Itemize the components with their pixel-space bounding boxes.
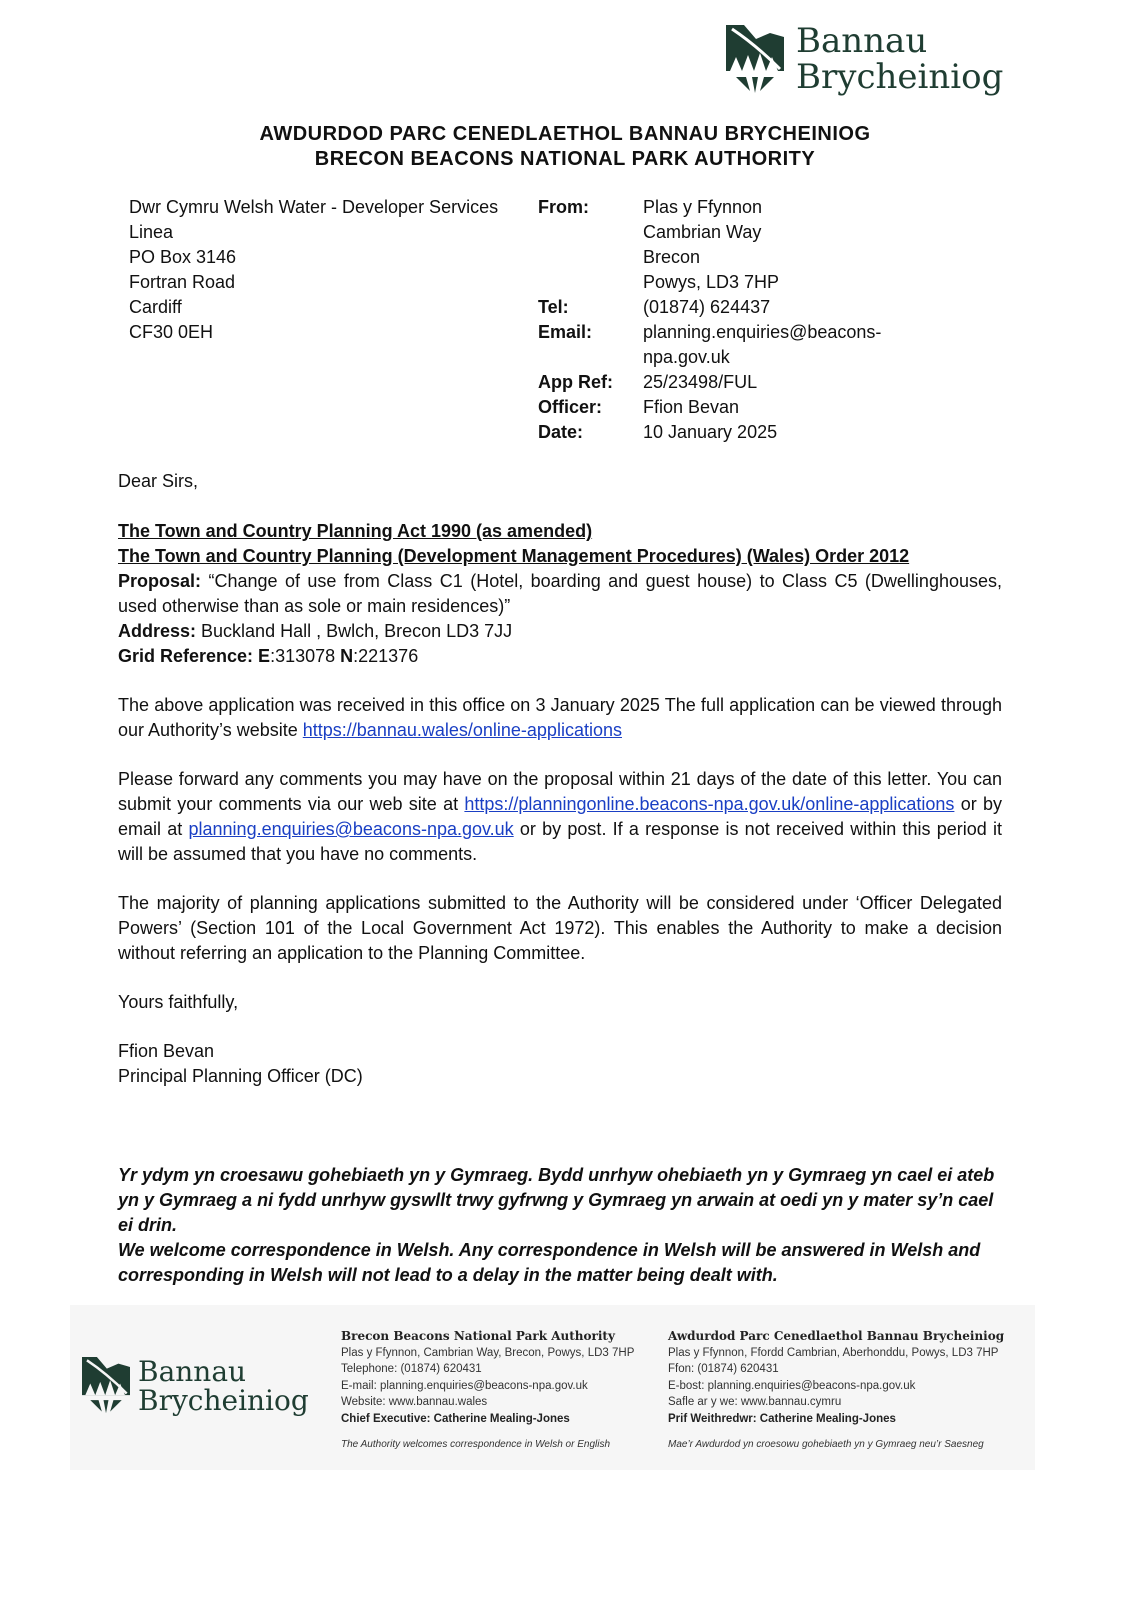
sender-labels bbox=[538, 195, 613, 445]
welsh-notice-en: We welcome correspondence in Welsh. Any correspondence in Welsh will be answered in Welsh and corresponding in Welsh will not lead to a delay in the matter being dealt with. bbox=[118, 1240, 981, 1285]
paragraph-delegated: The majority of planning applications submitted to the Authority will be considered under ‘Officer Delegated Powers’ (Section 101 of the Local Government Act 1972). This enables the Authority to make a decision without referring an application to the Planning Committee. bbox=[118, 893, 1002, 963]
paragraph-comments bbox=[118, 767, 1002, 867]
recipient-line: CF30 0EH bbox=[129, 322, 214, 342]
from-line: Plas y Ffynnon bbox=[643, 197, 763, 217]
paragraph-received-text: The above application was received in this office on 3 January 2025 The full application can be viewed through our Authority’s website bbox=[118, 695, 1002, 740]
proposal-label: Proposal: bbox=[118, 571, 202, 591]
footer-en-title: Brecon Beacons National Park Authority bbox=[341, 1329, 615, 1343]
footer-cy-title: Awdurdod Parc Cenedlaethol Bannau Brycheiniog bbox=[668, 1329, 1005, 1343]
footer-logo bbox=[82, 1357, 309, 1416]
proposal-text: “Change of use from Class C1 (Hotel, boarding and guest house) to Class C5 (Dwellinghouses, used otherwise than as sole or main residences)” bbox=[118, 571, 1002, 616]
footer-en-website: Website: www.bannau.wales bbox=[341, 1396, 488, 1408]
grid-label: Grid Reference: bbox=[118, 646, 259, 666]
from-line: Powys, LD3 7HP bbox=[643, 272, 780, 292]
signatory-name: Ffion Bevan bbox=[118, 1041, 215, 1061]
comments-text: Please forward any comments you may have on the proposal within 21 days of the date of this letter. You can submit your comments via our web site at bbox=[118, 769, 1002, 814]
email-link[interactable]: planning.enquiries@beacons-npa.gov.uk bbox=[188, 819, 514, 839]
footer-en-address: Plas y Ffynnon, Cambrian Way, Brecon, Powys, LD3 7HP bbox=[341, 1346, 635, 1359]
tel-label: Tel: bbox=[538, 297, 569, 317]
signatory-title: Principal Planning Officer (DC) bbox=[118, 1066, 363, 1086]
easting-label: E bbox=[258, 646, 271, 666]
subject-block bbox=[118, 519, 1002, 669]
park-emblem-icon bbox=[726, 25, 784, 95]
app-ref-value: 25/23498/FUL bbox=[643, 372, 758, 392]
act-title-2: The Town and Country Planning (Development Management Procedures) (Wales) Order 2012 bbox=[118, 546, 910, 566]
recipient-address bbox=[129, 195, 498, 345]
header-logo bbox=[726, 21, 1004, 97]
closing: Yours faithfully, bbox=[118, 992, 239, 1012]
app-ref-label: App Ref: bbox=[538, 372, 613, 392]
footer-cy-note: Mae’r Awdurdod yn croesowu gohebiaeth yn y Gymraeg neu’r Saesneg bbox=[668, 1439, 984, 1450]
comments-text: or by email at bbox=[118, 794, 1002, 839]
from-line: Cambrian Way bbox=[643, 222, 762, 242]
salutation: Dear Sirs, bbox=[118, 471, 199, 491]
officer-value: Ffion Bevan bbox=[643, 397, 740, 417]
comments-text: or by post. If a response is not received within this period it will be assumed that you have no comments. bbox=[118, 819, 1002, 864]
footer-cy-address: Plas y Ffynnon, Ffordd Cambrian, Aberhonddu, Powys, LD3 7HP bbox=[668, 1346, 999, 1359]
heading-welsh: AWDURDOD PARC CENEDLAETHOL BANNAU BRYCHEINIOG bbox=[259, 123, 871, 145]
address-text: Buckland Hall , Bwlch, Brecon LD3 7JJ bbox=[196, 621, 513, 641]
recipient-line: Linea bbox=[129, 222, 174, 242]
date-label: Date: bbox=[538, 422, 584, 442]
footer-english bbox=[341, 1328, 634, 1454]
footer-en-note: The Authority welcomes correspondence in Welsh or English bbox=[341, 1439, 611, 1450]
paragraph-received bbox=[118, 693, 1002, 743]
address-label: Address: bbox=[118, 621, 197, 641]
recipient-line: Dwr Cymru Welsh Water - Developer Services bbox=[129, 197, 499, 217]
online-applications-link[interactable]: https://bannau.wales/online-applications bbox=[302, 720, 622, 740]
northing-value: :221376 bbox=[353, 646, 419, 666]
logo-line2: Brycheiniog bbox=[796, 56, 1004, 97]
footer-logo-line1: Bannau bbox=[138, 1355, 247, 1388]
easting-value: :313078 bbox=[270, 646, 341, 666]
footer-welsh bbox=[668, 1328, 1004, 1454]
footer-en-email: E-mail: planning.enquiries@beacons-npa.gov.uk bbox=[341, 1379, 588, 1392]
from-line: Brecon bbox=[643, 247, 701, 267]
footer-cy-website: Safle ar y we: www.bannau.cymru bbox=[668, 1396, 842, 1408]
park-emblem-icon bbox=[82, 1357, 130, 1415]
act-title-1: The Town and Country Planning Act 1990 (as amended) bbox=[118, 521, 593, 541]
welsh-notice-cy: Yr ydym yn croesawu gohebiaeth yn y Gymraeg. Bydd unrhyw ohebiaeth yn y Gymraeg yn cael ei ateb yn y Gymraeg a ni fydd unrhyw gyswllt trwy gyfrwng y Gymraeg yn arwain at oedi yn y mater sy’n cael ei drin. bbox=[118, 1165, 995, 1235]
northing-label: N bbox=[340, 646, 354, 666]
email-label: Email: bbox=[538, 322, 593, 342]
footer-cy-email: E-bost: planning.enquiries@beacons-npa.gov.uk bbox=[668, 1379, 916, 1392]
planning-online-link[interactable]: https://planningonline.beacons-npa.gov.uk/online-applications bbox=[464, 794, 955, 814]
welsh-language-notice bbox=[118, 1163, 998, 1288]
footer bbox=[70, 1305, 1035, 1470]
email-value-cont: npa.gov.uk bbox=[643, 347, 730, 367]
footer-cy-chief: Prif Weithredwr: Catherine Mealing-Jones bbox=[668, 1412, 896, 1425]
sender-values bbox=[643, 195, 881, 445]
officer-label: Officer: bbox=[538, 397, 603, 417]
footer-logo-line2: Brycheiniog bbox=[138, 1384, 309, 1418]
heading-english: BRECON BEACONS NATIONAL PARK AUTHORITY bbox=[314, 148, 816, 170]
date-value: 10 January 2025 bbox=[643, 422, 778, 442]
footer-en-chief: Chief Executive: Catherine Mealing-Jones bbox=[341, 1412, 570, 1425]
footer-en-phone: Telephone: (01874) 620431 bbox=[341, 1363, 482, 1375]
recipient-line: PO Box 3146 bbox=[129, 247, 237, 267]
recipient-line: Fortran Road bbox=[129, 272, 236, 292]
logo-line1: Bannau bbox=[796, 21, 928, 61]
recipient-line: Cardiff bbox=[129, 297, 182, 317]
email-value: planning.enquiries@beacons- bbox=[643, 322, 882, 342]
letter-heading bbox=[0, 122, 1130, 172]
from-label: From: bbox=[538, 197, 589, 217]
footer-cy-phone: Ffon: (01874) 620431 bbox=[668, 1363, 779, 1375]
tel-value: (01874) 624437 bbox=[643, 297, 771, 317]
